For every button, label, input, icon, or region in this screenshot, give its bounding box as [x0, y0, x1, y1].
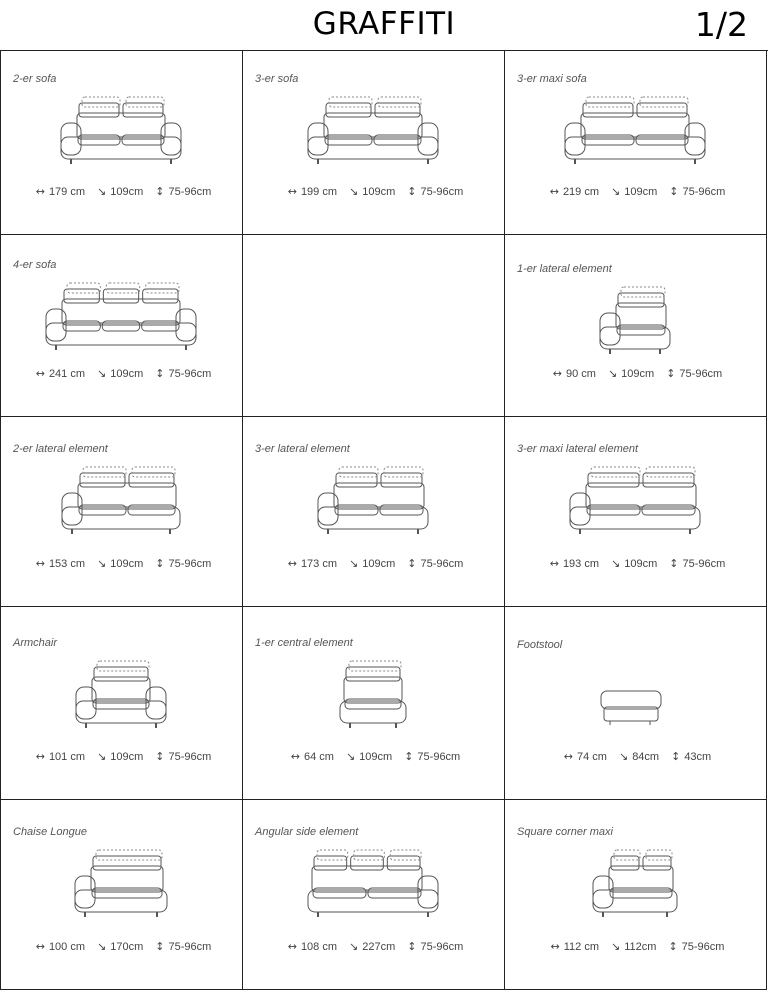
- depth-arrow-icon: ↘: [97, 185, 107, 198]
- dimension-value: 109cm: [110, 186, 144, 198]
- dimension-height: [151, 186, 211, 198]
- dimension-value: 108 cm: [300, 941, 338, 953]
- depth-arrow-icon: ↘: [345, 750, 356, 763]
- dimension-value: 241 cm: [48, 368, 86, 380]
- height-arrow-icon: ↕: [669, 557, 679, 570]
- width-arrow-icon: ↔: [552, 367, 562, 380]
- dimension-value: 75-96cm: [168, 941, 212, 953]
- dimension-value: 109cm: [362, 186, 396, 198]
- dimension-value: 109cm: [621, 368, 655, 380]
- height-arrow-icon: ↕: [671, 750, 681, 763]
- width-arrow-icon: ↔: [550, 940, 560, 953]
- dimension-width: [549, 368, 596, 380]
- height-arrow-icon: ↕: [407, 557, 417, 570]
- dimension-value: 75-96cm: [682, 558, 726, 570]
- height-arrow-icon: ↕: [155, 557, 165, 570]
- dimension-value: 75-96cm: [682, 186, 726, 198]
- depth-arrow-icon: ↘: [97, 367, 107, 380]
- dimension-depth: [345, 186, 395, 198]
- dimension-width: [284, 941, 337, 953]
- dimension-value: 179 cm: [48, 186, 86, 198]
- dimensions: [243, 185, 504, 198]
- product-cell: [243, 607, 505, 800]
- depth-arrow-icon: ↘: [611, 557, 621, 570]
- product-name: Square corner maxi: [517, 826, 613, 838]
- dimension-depth: [607, 941, 656, 953]
- dimension-depth: [93, 558, 143, 570]
- product-drawing: [304, 848, 444, 928]
- dimension-depth: [93, 186, 143, 198]
- dimension-value: 109cm: [359, 751, 393, 763]
- depth-arrow-icon: ↘: [349, 940, 359, 953]
- product-cell: [505, 800, 767, 990]
- dimension-width: [284, 186, 337, 198]
- dimension-value: 219 cm: [562, 186, 600, 198]
- product-cell: [1, 607, 243, 800]
- product-drawing: [596, 285, 676, 365]
- dimension-height: [403, 558, 463, 570]
- product-cell: [1, 235, 243, 417]
- dimensions: [1, 367, 242, 380]
- product-name: Armchair: [13, 637, 58, 649]
- product-cell: [243, 51, 505, 235]
- dimension-value: 112cm: [624, 941, 657, 953]
- dimension-value: 75-96cm: [168, 558, 212, 570]
- dimensions: [505, 557, 766, 570]
- dimension-value: 109cm: [624, 558, 658, 570]
- dimension-value: 75-96cm: [168, 186, 212, 198]
- product-name: Angular side element: [255, 826, 359, 838]
- product-name: Chaise Longue: [13, 826, 88, 838]
- page-number: 1/2: [694, 5, 748, 44]
- dimension-width: [32, 368, 85, 380]
- dimensions: [505, 940, 766, 953]
- product-drawing: [304, 95, 444, 175]
- dimension-value: 101 cm: [48, 751, 86, 763]
- height-arrow-icon: ↕: [407, 940, 417, 953]
- height-arrow-icon: ↕: [155, 940, 165, 953]
- dimension-value: 75-96cm: [420, 558, 464, 570]
- product-name: 1-er lateral element: [517, 263, 612, 275]
- width-arrow-icon: ↔: [287, 557, 297, 570]
- product-name: 1-er central element: [255, 637, 353, 649]
- dimension-width: [32, 941, 85, 953]
- dimension-value: 75-96cm: [420, 186, 464, 198]
- dimension-height: [403, 941, 463, 953]
- product-drawing: [57, 95, 187, 175]
- width-arrow-icon: ↔: [35, 185, 45, 198]
- dimension-value: 112 cm: [563, 941, 600, 953]
- dimension-height: [151, 558, 211, 570]
- dimension-value: 43cm: [684, 751, 712, 763]
- product-cell: [505, 607, 767, 800]
- dimensions: [1, 940, 242, 953]
- dimension-value: 75-96cm: [168, 368, 212, 380]
- width-arrow-icon: ↔: [563, 750, 573, 763]
- dimension-depth: [607, 558, 657, 570]
- dimension-value: 109cm: [624, 186, 658, 198]
- dimension-height: [151, 941, 211, 953]
- depth-arrow-icon: ↘: [611, 185, 621, 198]
- width-arrow-icon: ↔: [287, 185, 297, 198]
- dimension-value: 170cm: [110, 941, 144, 953]
- product-cell: [243, 800, 505, 990]
- product-name: 3-er sofa: [255, 73, 299, 85]
- depth-arrow-icon: ↘: [97, 940, 107, 953]
- dimensions: [243, 940, 504, 953]
- dimension-height: [665, 558, 725, 570]
- dimension-value: 109cm: [362, 558, 396, 570]
- dimension-value: 90 cm: [565, 368, 596, 380]
- dimension-value: 64 cm: [303, 751, 334, 763]
- dimension-value: 75-96cm: [417, 751, 461, 763]
- dimension-depth: [615, 751, 659, 763]
- dimension-height: [151, 751, 211, 763]
- dimension-depth: [93, 368, 143, 380]
- dimension-value: 109cm: [110, 751, 144, 763]
- dimension-value: 227cm: [362, 941, 396, 953]
- product-cell: [1, 800, 243, 990]
- dimensions: [1, 557, 242, 570]
- dimension-width: [560, 751, 607, 763]
- product-drawing: [314, 465, 434, 545]
- dimensions: [1, 750, 242, 763]
- height-arrow-icon: ↕: [155, 185, 165, 198]
- dimensions: [505, 185, 766, 198]
- dimension-width: [32, 558, 85, 570]
- height-arrow-icon: ↕: [669, 185, 679, 198]
- product-name: 2-er lateral element: [13, 443, 108, 455]
- height-arrow-icon: ↕: [155, 367, 165, 380]
- dimension-value: 199 cm: [300, 186, 338, 198]
- depth-arrow-icon: ↘: [349, 557, 359, 570]
- dimension-width: [547, 941, 599, 953]
- height-arrow-icon: ↕: [668, 940, 678, 953]
- dimension-height: [662, 368, 722, 380]
- dimensions: [505, 367, 766, 380]
- product-drawing: [72, 659, 172, 739]
- dimension-width: [287, 751, 334, 763]
- depth-arrow-icon: ↘: [349, 185, 359, 198]
- width-arrow-icon: ↔: [35, 750, 45, 763]
- dimension-width: [32, 751, 85, 763]
- product-drawing: [566, 465, 706, 545]
- dimension-width: [284, 558, 337, 570]
- width-arrow-icon: ↔: [35, 557, 45, 570]
- product-drawing: [71, 848, 173, 928]
- dimension-depth: [342, 751, 392, 763]
- height-arrow-icon: ↕: [407, 185, 417, 198]
- dimension-depth: [345, 941, 395, 953]
- depth-arrow-icon: ↘: [611, 940, 621, 953]
- dimension-value: 173 cm: [300, 558, 338, 570]
- dimension-depth: [93, 941, 143, 953]
- product-drawing: [336, 659, 412, 739]
- product-cell: [1, 417, 243, 607]
- dimension-height: [665, 186, 725, 198]
- product-name: 4-er sofa: [13, 259, 57, 271]
- product-drawing: [589, 848, 683, 928]
- dimension-width: [546, 186, 599, 198]
- dimension-value: 75-96cm: [420, 941, 464, 953]
- dimension-height: [400, 751, 460, 763]
- page-header: [0, 0, 768, 50]
- dimension-depth: [604, 368, 654, 380]
- depth-arrow-icon: ↘: [97, 750, 107, 763]
- dimension-value: 75-96cm: [168, 751, 212, 763]
- dimension-value: 100 cm: [48, 941, 86, 953]
- product-name: 3-er maxi sofa: [517, 73, 587, 85]
- product-drawing: [42, 281, 202, 361]
- dimension-height: [151, 368, 211, 380]
- dimension-value: 75-96cm: [681, 941, 725, 953]
- dimension-value: 84cm: [632, 751, 660, 763]
- product-drawing: [596, 661, 676, 741]
- dimension-height: [664, 941, 724, 953]
- dimension-depth: [93, 751, 143, 763]
- dimensions: [243, 557, 504, 570]
- product-cell: [505, 235, 767, 417]
- product-grid: [0, 50, 768, 990]
- depth-arrow-icon: ↘: [607, 367, 618, 380]
- dimension-depth: [345, 558, 395, 570]
- dimension-value: 109cm: [110, 368, 144, 380]
- dimensions: [243, 750, 504, 763]
- width-arrow-icon: ↔: [287, 940, 297, 953]
- dimension-width: [546, 558, 599, 570]
- depth-arrow-icon: ↘: [97, 557, 107, 570]
- product-cell: [1, 51, 243, 235]
- depth-arrow-icon: ↘: [618, 750, 629, 763]
- width-arrow-icon: ↔: [35, 367, 45, 380]
- height-arrow-icon: ↕: [155, 750, 165, 763]
- empty-cell: [243, 235, 505, 417]
- product-cell: [243, 417, 505, 607]
- width-arrow-icon: ↔: [549, 185, 559, 198]
- dimension-value: 153 cm: [48, 558, 86, 570]
- product-name: 3-er lateral element: [255, 443, 350, 455]
- height-arrow-icon: ↕: [404, 750, 414, 763]
- dimensions: [505, 750, 766, 763]
- width-arrow-icon: ↔: [549, 557, 559, 570]
- product-drawing: [58, 465, 186, 545]
- product-name: 3-er maxi lateral element: [517, 443, 639, 455]
- width-arrow-icon: ↔: [35, 940, 45, 953]
- width-arrow-icon: ↔: [290, 750, 300, 763]
- height-arrow-icon: ↕: [666, 367, 676, 380]
- dimension-value: 75-96cm: [679, 368, 723, 380]
- product-drawing: [561, 95, 711, 175]
- product-name: Footstool: [517, 639, 563, 651]
- dimension-value: 74 cm: [577, 751, 607, 763]
- dimension-value: 109cm: [110, 558, 144, 570]
- dimension-height: [403, 186, 463, 198]
- dimension-height: [667, 751, 711, 763]
- dimension-value: 193 cm: [562, 558, 600, 570]
- product-cell: [505, 51, 767, 235]
- product-name: 2-er sofa: [13, 73, 57, 85]
- dimensions: [1, 185, 242, 198]
- dimension-width: [32, 186, 85, 198]
- dimension-depth: [607, 186, 657, 198]
- page-title: GRAFFITI: [312, 6, 456, 42]
- product-cell: [505, 417, 767, 607]
